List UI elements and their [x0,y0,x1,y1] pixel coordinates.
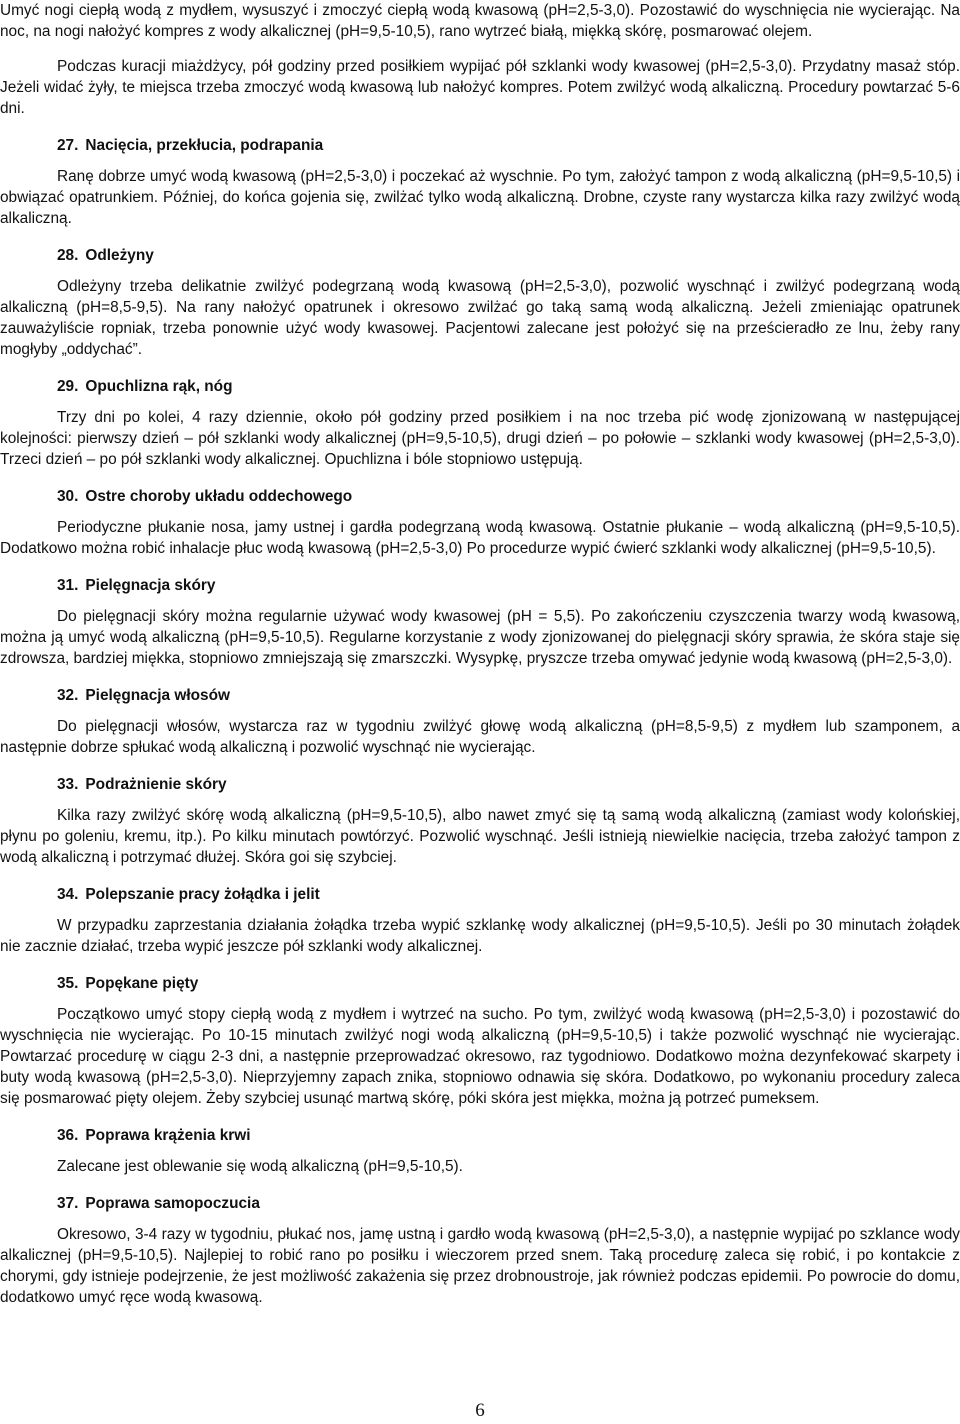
section-heading [0,486,960,507]
section-heading [0,1193,960,1214]
section-title: Opuchlizna rąk, nóg [85,378,233,395]
section-paragraph: Odleżyny trzeba delikatnie zwilżyć podegrzaną wodą kwasową (pH=2,5-3,0), pozwolić wyschnąć i zwilżyć podegrzaną wodą alkaliczną (pH=8,5-9,5). Na rany nałożyć opatrunek i okresowo zwilżać go taką samą wodą alkaliczną. Jeżeli zmieniając opatrunek zauważyliście ropniak, trzeba ponownie użyć wody kwasowej. Pacjentowi zalecane jest położyć się na prześcieradło ze lnu, żeby rany mogłyby „oddychać”. [0,278,960,358]
section-number: 31. [57,577,79,594]
section-heading [0,774,960,795]
section-title: Odleżyny [85,247,154,264]
section-heading [0,685,960,706]
section-heading [0,973,960,994]
section-title: Ostre choroby układu oddechowego [85,488,353,505]
section-title: Nacięcia, przekłucia, podrapania [85,137,324,154]
section-paragraph: Do pielęgnacji włosów, wystarcza raz w tygodniu zwilżyć głowę wodą alkaliczną (pH=8,5-9,5) z mydłem lub szamponem, a następnie dobrze spłukać wodą alkaliczną i pozwolić wyschnąć nie wycierając. [0,718,960,756]
section-paragraph: Kilka razy zwilżyć skórę wodą alkaliczną (pH=9,5-10,5), albo nawet zmyć się tą samą wodą alkaliczną (zamiast wody kolońskiej, płynu po goleniu, kremu, itp.). Po kilku minutach powtórzyć. Pozwolić wyschnąć. Jeśli istnieją niewielkie nacięcia, trzeba założyć tampon z wodą alkaliczną i potrzymać dłużej. Skóra goi się szybciej. [0,807,960,866]
section-paragraph: Zalecane jest oblewanie się wodą alkaliczną (pH=9,5-10,5). [57,1158,463,1175]
section-paragraph: Do pielęgnacji skóry można regularnie używać wody kwasowej (pH = 5,5). Po zakończeniu czyszczenia twarzy wodą kwasową, można ją umyć wodą alkaliczną (pH=9,5-10,5). Regularne korzystanie z wody zjonizowanej do pielęgnacji skóry sprawia, że skóra staje się zdrowsza, bardziej miękka, stopniowo zmniejszają się zmarszczki. Wysypkę, pryszcze trzeba omywać jedynie wodą kwasową (pH=2,5-3,0). [0,608,960,667]
section-number: 36. [57,1127,79,1144]
section-title: Pielęgnacja skóry [85,577,216,594]
section-paragraph: Początkowo umyć stopy ciepłą wodą z mydłem i wytrzeć na sucho. Po tym, zwilżyć wodą kwasową (pH=2,5-3,0) i pozostawić do wyschnięcia nie wycierając. Po 10-15 minutach zwilżyć nogi wodą alkaliczną (pH=9,5-10,5) i także pozwolić wyschnąć nie wycierając. Powtarzać procedurę w ciągu 2-3 dni, a następnie przeprowadzać okresowo, raz tygodniowo. Dodatkowo można dezynfekować skarpety i buty wodą kwasową (pH=2,5-3,0). Nieprzyjemny zapach znika, stopniowo odnawia się skóra. Dodatkowo, po wykonaniu procedury zaleca się posmarować pięty olejem. Żeby szybciej usunąć martwą skórę, póki skóra jest miękka, można ją potrzeć pumeksem. [0,1006,960,1107]
section-heading [0,575,960,596]
intro-paragraph: Podczas kuracji miażdżycy, pół godziny przed posiłkiem wypijać pół szklanki wody kwasowej (pH=2,5-3,0). Przydatny masaż stóp. Jeżeli widać żyły, te miejsca trzeba zmoczyć wodą kwasową lub nałożyć kompres. Potem zwilżyć wodą alkaliczną. Procedury powtarzać 5-6 dni. [0,58,960,117]
section-title: Polepszanie pracy żołądka i jelit [85,886,320,903]
section-number: 33. [57,776,79,793]
section-title: Podrażnienie skóry [85,776,227,793]
section-heading [0,376,960,397]
section-number: 30. [57,488,79,505]
section-paragraph: W przypadku zaprzestania działania żołądka trzeba wypić szklankę wody alkalicznej (pH=9,5-10,5). Jeśli po 30 minutach żołądek nie zacznie działać, trzeba wypić jeszcze pół szklanki wody alkalicznej. [0,917,960,955]
section-number: 32. [57,687,79,704]
section-title: Popękane pięty [85,975,199,992]
section-number: 29. [57,378,79,395]
section-paragraph: Okresowo, 3-4 razy w tygodniu, płukać nos, jamę ustną i gardło wodą kwasową (pH=2,5-3,0), a następnie wypijać po szklance wody alkalicznej (pH=9,5-10,5). Najlepiej to robić rano po posiłku i wieczorem przed snem. Taką procedurę zaleca się robić, i po kontakcie z chorymi, gdy istnieje podejrzenie, że jest możliwość zakażenia się przez drobnoustroje, jak również podczas epidemii. Po powrocie do domu, dodatkowo umyć ręce wodą kwasową. [0,1226,960,1306]
section-paragraph: Trzy dni po kolei, 4 razy dziennie, około pół godziny przed posiłkiem i na noc trzeba pić wodę zjonizowaną w następującej kolejności: pierwszy dzień – pół szklanki wody alkalicznej (pH=9,5-10,5), drugi dzień – po połowie – szklanki wody kwasowej (pH=2,5-3,0). Trzeci dzień – po pół szklanki wody alkalicznej. Opuchlizna i bóle stopniowo ustępują. [0,409,960,468]
section-heading [0,135,960,156]
section-heading [0,1125,960,1146]
intro-paragraph: Umyć nogi ciepłą wodą z mydłem, wysuszyć i zmoczyć ciepłą wodą kwasową (pH=2,5-3,0). Pozostawić do wyschnięcia nie wycierając. Na noc, na nogi nałożyć kompres z wody alkalicznej (pH=9,5-10,5), rano wytrzeć białą, miękką skórę, posmarować olejem. [0,2,960,40]
section-number: 35. [57,975,79,992]
section-number: 27. [57,137,79,154]
section-number: 28. [57,247,79,264]
section-title: Pielęgnacja włosów [85,687,230,704]
page-number: 6 [475,1400,485,1421]
section-title: Poprawa krążenia krwi [85,1127,251,1144]
section-title: Poprawa samopoczucia [85,1195,260,1212]
section-number: 34. [57,886,79,903]
section-heading [0,884,960,905]
section-heading [0,245,960,266]
section-paragraph: Ranę dobrze umyć wodą kwasową (pH=2,5-3,0) i poczekać aż wyschnie. Po tym, założyć tampon z wodą alkaliczną (pH=9,5-10,5) i obwiązać opatrunkiem. Później, do końca gojenia się, zwilżać tylko wodą alkaliczną. Drobne, czyste rany wystarcza kilka razy zwilżyć wodą alkaliczną. [0,168,960,227]
section-number: 37. [57,1195,79,1212]
section-paragraph: Periodyczne płukanie nosa, jamy ustnej i gardła podegrzaną wodą kwasową. Ostatnie płukanie – wodą alkaliczną (pH=9,5-10,5). Dodatkowo można robić inhalacje płuc wodą kwasową (pH=2,5-3,0) Po procedurze wypić ćwierć szklanki wody alkalicznej (pH=9,5-10,5). [0,519,960,557]
